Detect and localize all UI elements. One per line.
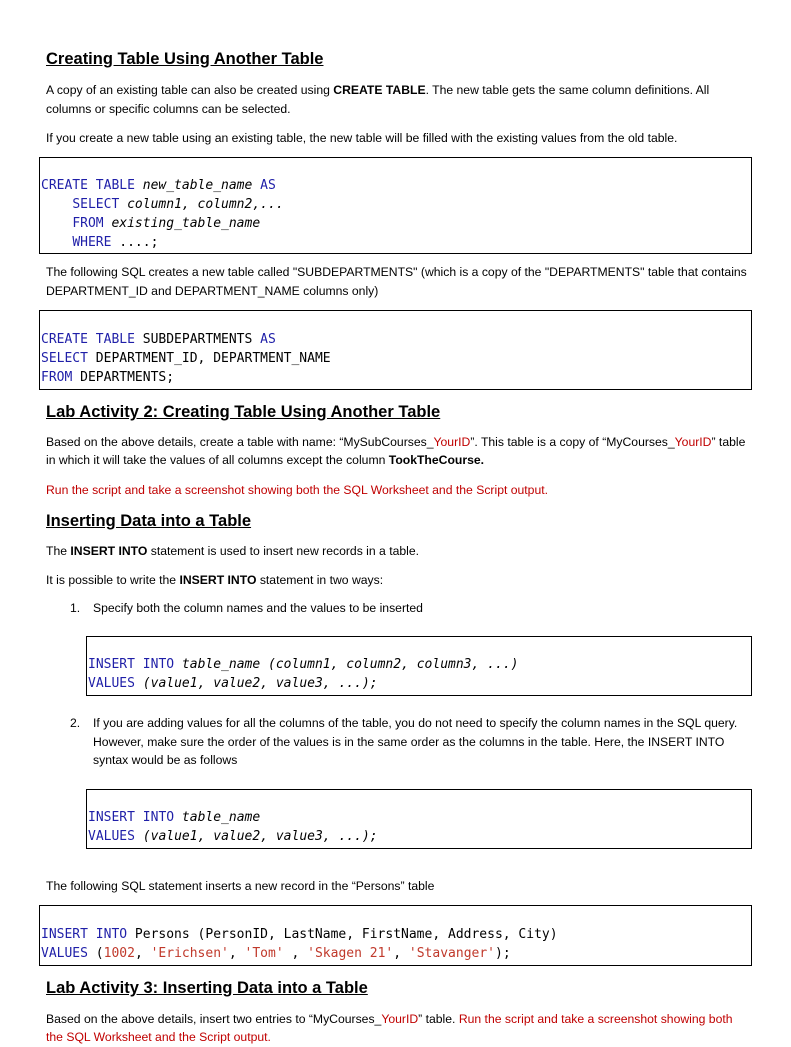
paragraph: The following SQL creates a new table called "SUBDEPARTMENTS" (which is a copy of the "DEPARTMENTS" table that contains DEPARTMENT_ID and DEPARTMENT_NAME columns only): [46, 265, 747, 298]
code-line: CREATE TABLE SUBDEPARTMENTS AS: [41, 332, 276, 348]
section-heading-lab-3: Lab Activity 3: Inserting Data into a Table: [46, 978, 368, 997]
section-heading-create-table: Creating Table Using Another Table: [46, 50, 324, 68]
code-line: SELECT DEPARTMENT_ID, DEPARTMENT_NAME: [41, 351, 331, 367]
code-line: INSERT INTO table_name: [88, 810, 261, 826]
section-heading-lab-2: Lab Activity 2: Creating Table Using Another Table: [46, 402, 441, 421]
code-block: [86, 636, 752, 696]
code-line: SELECT column1, column2,...: [72, 197, 284, 213]
paragraph: It is possible to write the INSERT INTO statement in two ways:: [46, 572, 384, 587]
paragraph: A copy of an existing table can also be created using CREATE TABLE. The new table gets the same column definitions. All columns or specific columns can be selected.: [46, 83, 710, 116]
list-item: 1. Specify both the column names and the values to be inserted: [70, 601, 423, 616]
code-line: VALUES (1002, 'Erichsen', 'Tom' , 'Skagen 21', 'Stavanger');: [41, 946, 511, 962]
paragraph: The following SQL statement inserts a new record in the “Persons” table: [46, 878, 435, 893]
code-line: FROM DEPARTMENTS;: [41, 369, 175, 385]
list-item: 2. If you are adding values for all the columns of the table, you do not need to specify the column names in the SQL query. However, make sure the order of the values is in the same order as the columns in the table. Here, the INSERT INTO syntax would be as follows: [70, 716, 738, 768]
section-heading-inserting-data: Inserting Data into a Table: [46, 512, 252, 531]
document-page: [41, 44, 752, 1047]
code-line: VALUES (value1, value2, value3, ...);: [88, 829, 378, 845]
code-line: CREATE TABLE new_table_name AS: [41, 178, 276, 194]
paragraph: The INSERT INTO statement is used to insert new records in a table.: [46, 544, 420, 559]
paragraph: Based on the above details, create a table with name: “MySubCourses_YourID”. This table is a copy of “MyCourses_YourID” table in which it will take the values of all columns except the column TookTheCourse.: [46, 434, 746, 468]
code-line: VALUES (value1, value2, value3, ...);: [88, 676, 378, 692]
code-block: [39, 157, 752, 255]
paragraph: Based on the above details, insert two entries to “MyCourses_YourID” table. Run the script and take a screenshot showing both the SQL Worksheet and the Script output.: [46, 1011, 733, 1045]
code-line: INSERT INTO table_name (column1, column2, column3, ...): [88, 657, 519, 673]
code-block: [39, 905, 752, 965]
code-block: [86, 789, 752, 849]
code-block: [39, 310, 752, 389]
code-line: FROM existing_table_name: [72, 215, 261, 231]
code-line: INSERT INTO Persons (PersonID, LastName, FirstName, Address, City): [41, 927, 558, 943]
paragraph: If you create a new table using an existing table, the new table will be filled with the existing values from the old table.: [46, 131, 678, 145]
code-line: WHERE ....;: [72, 234, 159, 250]
instruction-text: Run the script and take a screenshot showing both the SQL Worksheet and the Script output.: [46, 482, 549, 497]
